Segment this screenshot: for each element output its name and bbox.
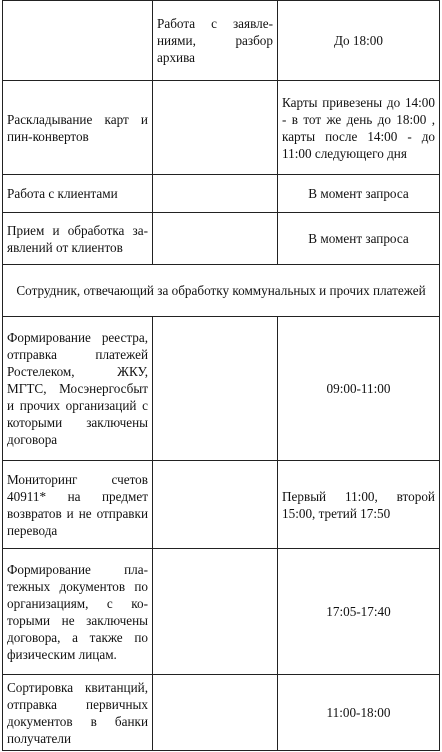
section-row [3, 265, 440, 317]
task-cell: Прием и обработка заявлений от клиентов [3, 213, 153, 265]
table-row [3, 675, 440, 751]
task-cell: Сортировка квитанций, отправка первичных документов в банки получатели [3, 675, 153, 751]
time-cell: До 18:00 [278, 1, 440, 81]
table-row [3, 1, 440, 81]
time-cell: В момент запроса [278, 175, 440, 213]
task-cell: Формирование платежных документов по организациям, с которыми не заключены договора, а также по физическим лицам. [3, 549, 153, 675]
description-cell [153, 549, 278, 675]
section-heading: Сотрудник, отвечающий за обработку коммунальных и прочих платежей [3, 265, 440, 317]
table-row [3, 549, 440, 675]
time-cell: 17:05-17:40 [278, 549, 440, 675]
description-cell [153, 317, 278, 461]
time-cell: 09:00-11:00 [278, 317, 440, 461]
time-cell: В момент запроса [278, 213, 440, 265]
task-cell: Мониторинг счетов 40911* на предмет возвратов и не отправки перевода [3, 461, 153, 549]
task-cell: Формирование реестра, отправка платежей Ростелеком, ЖКУ, МГТС, Мосэнергосбыт и прочих организаций с которыми заключены договора [3, 317, 153, 461]
time-cell: Карты привезены до 14:00 - в тот же день до 18:00 , карты после 14:00 - до 11:00 следующего дня [278, 81, 440, 175]
task-cell: Работа с клиентами [3, 175, 153, 213]
description-cell: Работа с заявлениями, разбор архива [153, 1, 278, 81]
description-cell [153, 213, 278, 265]
task-cell [3, 1, 153, 81]
description-cell [153, 175, 278, 213]
table-row [3, 461, 440, 549]
schedule-table [2, 0, 440, 751]
description-cell [153, 81, 278, 175]
task-cell: Раскладывание карт и пин-конвертов [3, 81, 153, 175]
table-row [3, 317, 440, 461]
table-row [3, 175, 440, 213]
table-row [3, 81, 440, 175]
time-cell: Первый 11:00, второй 15:00, третий 17:50 [278, 461, 440, 549]
description-cell [153, 461, 278, 549]
time-cell: 11:00-18:00 [278, 675, 440, 751]
table-row [3, 213, 440, 265]
description-cell [153, 675, 278, 751]
